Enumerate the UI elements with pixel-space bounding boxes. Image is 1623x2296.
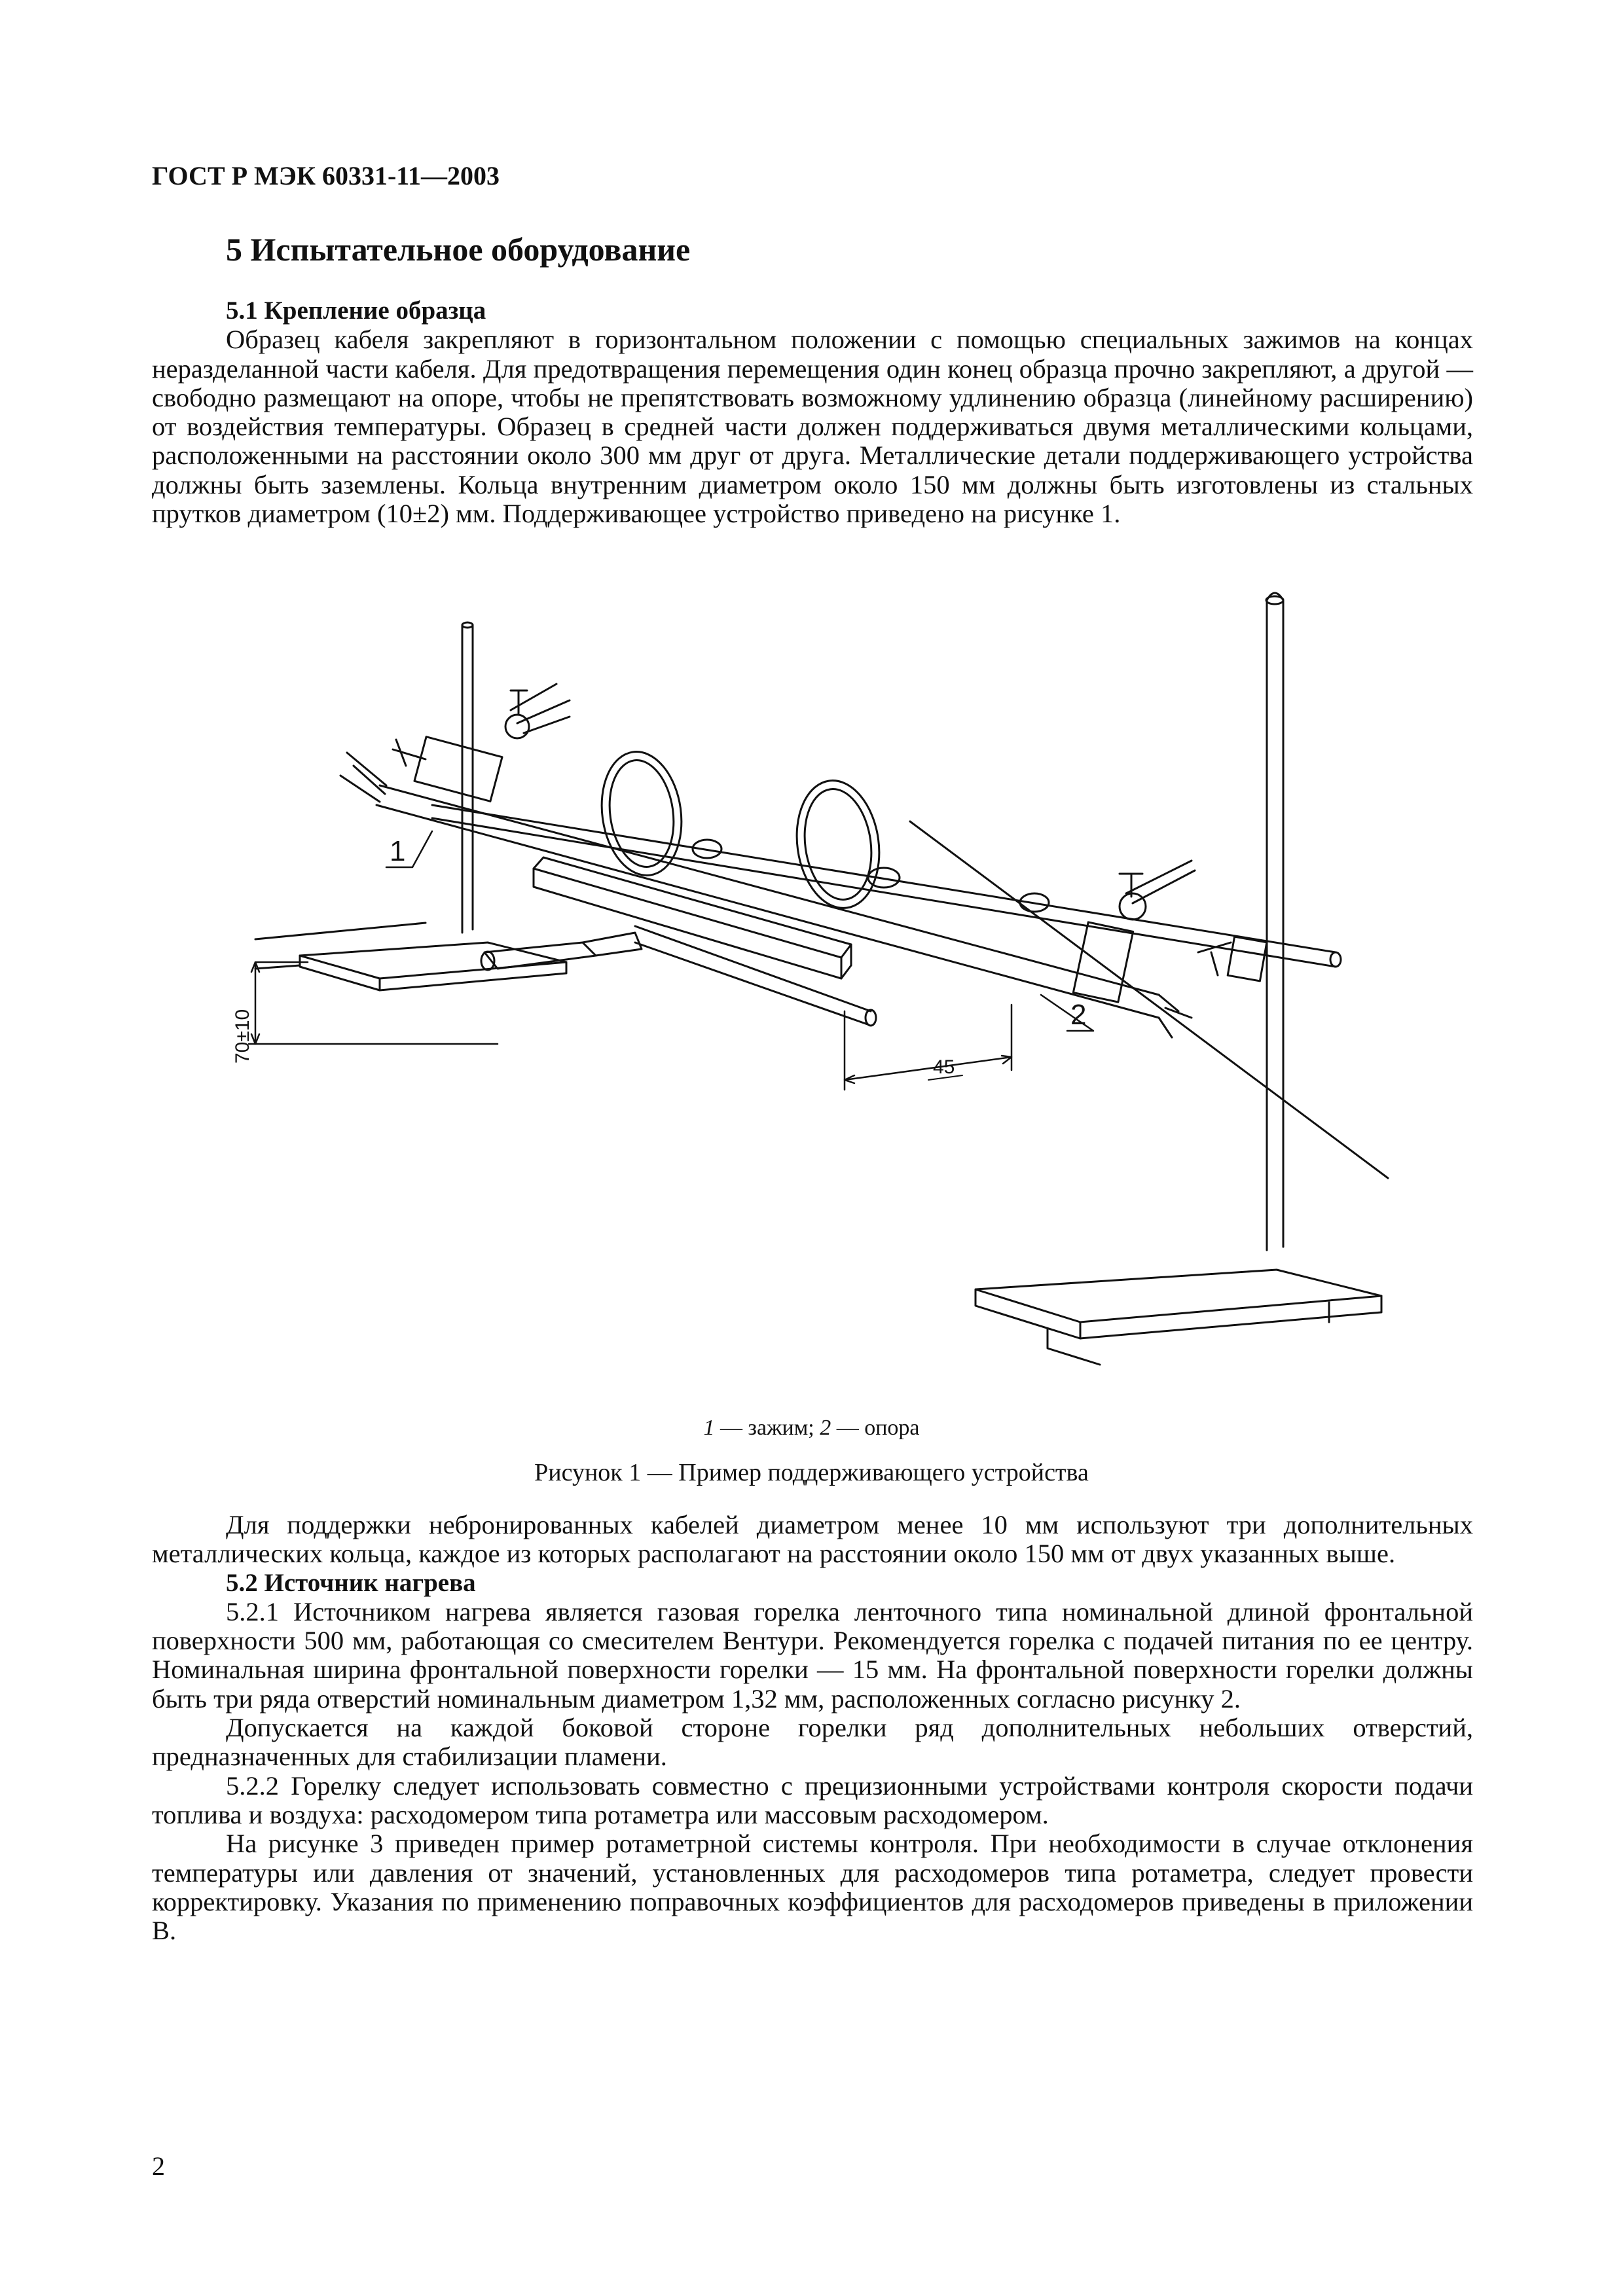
paragraph-additional-holes: Допускается на каждой боковой стороне горелки ряд дополнительных небольших отверстий, предназначенных для стабилизации пламени. bbox=[152, 1713, 1473, 1772]
paragraph-5-2-1: 5.2.1 Источником нагрева является газовая горелка ленточного типа номинальной длиной фронтальной поверхности 500 мм, работающая со смесителем Вентури. Рекомендуется горелка с подачей питания по ее центру. Номинальная ширина фронтальной поверхности горелки — 15 мм. На фронтальной поверхности горелки должны быть три ряда отверстий номинальным диаметром 1,32 мм, расположенных согласно рисунку 2. bbox=[152, 1596, 1473, 1713]
paragraph-5-2-2: 5.2.2 Горелку следует использовать совместно с прецизионными устройствами контроля скорости подачи топлива и воздуха: расходомером типа ротаметра или массовым расходомером. bbox=[152, 1770, 1473, 1829]
callout-label-2: 2 bbox=[1070, 999, 1087, 1031]
paragraph-5-1: Образец кабеля закрепляют в горизонтальном положении с помощью специальных зажимов на концах неразделанной части кабеля. Для предотвращения перемещения один конец образца прочно закрепляют, а другой — свободно размещают на опоре, чтобы не препятствовать возможному удлинению образца (линейному расширению) от воздействия температуры. Образец в средней части должен поддерживаться двумя металлическими кольцами, расположенными на расстоянии около 300 мм друг от друга. Металлические детали поддерживающего устройства должны быть заземлены. Кольца внутренним диаметром около 150 мм должны быть изготовлены из стальных прутков диаметром (10±2) мм. Поддерживающее устройство приведено на рисунке 1. bbox=[152, 325, 1473, 529]
section-5-1 bbox=[152, 296, 1473, 528]
section-title: 5 Испытательное оборудование bbox=[226, 231, 691, 268]
right-stand bbox=[976, 593, 1381, 1365]
legend-2-number: 2 bbox=[820, 1416, 831, 1440]
figure-caption: Рисунок 1 — Пример поддерживающего устройства bbox=[534, 1459, 1089, 1486]
callout-label-1: 1 bbox=[390, 835, 406, 867]
page-number: 2 bbox=[152, 2151, 165, 2181]
subsection-heading-5-2: 5.2 Источник нагрева bbox=[226, 1568, 476, 1597]
dim-height-label: 70±10 bbox=[232, 1009, 253, 1064]
left-stand bbox=[300, 622, 566, 990]
figure-legend bbox=[0, 1416, 1623, 1441]
dimension-height bbox=[249, 962, 498, 1044]
section-5-continued bbox=[152, 1511, 1473, 1945]
document-header: ГОСТ Р МЭК 60331-11—2003 bbox=[152, 161, 500, 190]
dimension-distance bbox=[845, 1005, 1012, 1090]
paragraph-rings: Для поддержки небронированных кабелей диаметром менее 10 мм используют три дополнительных металлических кольца, каждое из которых располагают на расстоянии около 150 мм от двух указанных выше. bbox=[152, 1510, 1473, 1569]
figure-1-support-device bbox=[229, 586, 1434, 1397]
legend-1-number: 1 bbox=[703, 1416, 715, 1440]
table-edge-right bbox=[910, 821, 1388, 1178]
legend-1-text: — зажим; bbox=[714, 1416, 820, 1440]
subsection-heading-5-1: 5.1 Крепление образца bbox=[226, 296, 486, 325]
horizontal-rod bbox=[432, 805, 1341, 967]
right-clamp bbox=[1073, 861, 1266, 1002]
paragraph-figure-3: На рисунке 3 приведен пример ротаметрной системы контроля. При необходимости в случае отклонения температуры или давления от значений, установленных для расходомеров типа ротаметра, следует провести корректировку. Указания по применению поправочных коэффициентов для расходомеров приведены в приложении В. bbox=[152, 1829, 1473, 1946]
legend-2-text: — опора bbox=[831, 1416, 920, 1440]
dim-distance-label: 45 bbox=[933, 1056, 955, 1078]
support-rings bbox=[594, 747, 887, 914]
left-clamp bbox=[393, 684, 570, 801]
